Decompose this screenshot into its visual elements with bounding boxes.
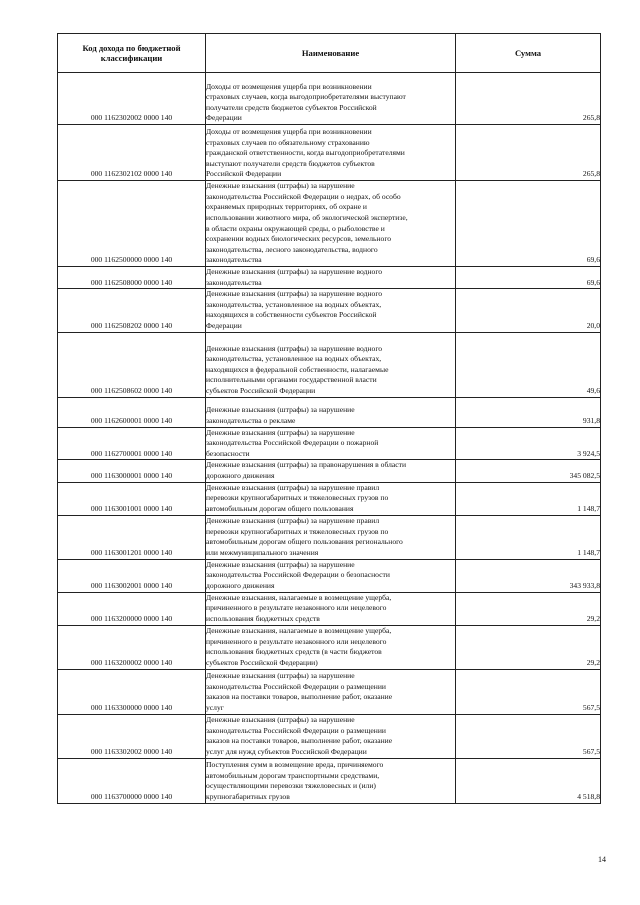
row-amount: 567,5 xyxy=(456,669,601,714)
row-amount: 49,6 xyxy=(456,332,601,397)
table-row xyxy=(58,460,601,482)
row-amount: 69,6 xyxy=(456,181,601,267)
table-row xyxy=(58,397,601,427)
row-name: Поступления сумм в возмещение вреда, причиняемого автомобильным дорогам транспортными средствами, осуществляющими перевозки тяжеловесных и (или) крупногабаритных грузов xyxy=(206,758,456,803)
table-row xyxy=(58,714,601,758)
row-code: 000 1163200000 0000 140 xyxy=(58,592,206,625)
row-name: Денежные взыскания (штрафы) за нарушение законодательства Российской Федерации о безопасности дорожного движения xyxy=(206,559,456,592)
row-code: 000 1162700001 0000 140 xyxy=(58,427,206,460)
row-code: 000 1163302002 0000 140 xyxy=(58,714,206,758)
row-amount: 265,8 xyxy=(456,125,601,181)
header-name: Наименование xyxy=(206,34,456,73)
row-amount: 3 924,5 xyxy=(456,427,601,460)
table-row xyxy=(58,289,601,332)
row-name: Денежные взыскания (штрафы) за нарушение законодательства Российской Федерации о размещении заказов на поставки товаров, выполнение работ, оказание услуг xyxy=(206,669,456,714)
row-name: Доходы от возмещения ущерба при возникновении страховых случаев по обязательному страхованию гражданской ответственности, когда выгодоприобретателями выступают получатели средств бюджетов субъектов Российской Федерации xyxy=(206,125,456,181)
row-amount: 29,2 xyxy=(456,592,601,625)
table-row xyxy=(58,669,601,714)
row-name: Доходы от возмещения ущерба при возникновении страховых случаев, когда выгодоприобретателями выступают получатели средств бюджетов субъектов Российской Федерации xyxy=(206,73,456,125)
table-row xyxy=(58,758,601,803)
table-row xyxy=(58,592,601,625)
row-name: Денежные взыскания (штрафы) за нарушение законодательства Российской Федерации о недрах, об особо охраняемых природных территориях, об охране и использовании животного мира, об экологической экспертизе, в области охраны окружающей среды, о рыболовстве и сохранении водных биологических ресурсов, земельного законодательства, лесного законодательства, водного законодательства xyxy=(206,181,456,267)
header-code: Код дохода по бюджетной классификации xyxy=(58,34,206,73)
table-row xyxy=(58,267,601,289)
table-row xyxy=(58,559,601,592)
row-amount: 567,5 xyxy=(456,714,601,758)
row-amount: 345 082,5 xyxy=(456,460,601,482)
row-name: Денежные взыскания (штрафы) за нарушение правил перевозки крупногабаритных и тяжеловесных грузов по автомобильным дорогам общего пользования xyxy=(206,482,456,515)
document-page xyxy=(57,33,600,804)
row-code: 000 1162302102 0000 140 xyxy=(58,125,206,181)
row-code: 000 1163001201 0000 140 xyxy=(58,515,206,559)
row-amount: 343 933,8 xyxy=(456,559,601,592)
row-amount: 69,6 xyxy=(456,267,601,289)
row-code: 000 1163002001 0000 140 xyxy=(58,559,206,592)
row-name: Денежные взыскания (штрафы) за нарушение правил перевозки крупногабаритных и тяжеловесных грузов по автомобильным дорогам общего пользования регионального или межмуниципального значения xyxy=(206,515,456,559)
row-name: Денежные взыскания (штрафы) за нарушение законодательства о рекламе xyxy=(206,397,456,427)
row-code: 000 1163300000 0000 140 xyxy=(58,669,206,714)
row-name: Денежные взыскания (штрафы) за нарушение водного законодательства xyxy=(206,267,456,289)
table-row xyxy=(58,125,601,181)
row-amount: 4 518,8 xyxy=(456,758,601,803)
row-code: 000 1162600001 0000 140 xyxy=(58,397,206,427)
table-row xyxy=(58,181,601,267)
table-row xyxy=(58,482,601,515)
row-code: 000 1163200002 0000 140 xyxy=(58,625,206,669)
row-name: Денежные взыскания, налагаемые в возмещение ущерба, причиненного в результате незаконного или нецелевого использования бюджетных средств (в части бюджетов субъектов Российской Федерации) xyxy=(206,625,456,669)
row-code: 000 1162302002 0000 140 xyxy=(58,73,206,125)
row-amount: 265,8 xyxy=(456,73,601,125)
row-code: 000 1163700000 0000 140 xyxy=(58,758,206,803)
revenue-table xyxy=(57,33,601,804)
table-body xyxy=(58,73,601,804)
row-amount: 1 148,7 xyxy=(456,515,601,559)
row-amount: 1 148,7 xyxy=(456,482,601,515)
row-amount: 931,8 xyxy=(456,397,601,427)
table-row xyxy=(58,332,601,397)
row-name: Денежные взыскания (штрафы) за правонарушения в области дорожного движения xyxy=(206,460,456,482)
row-code: 000 1162508000 0000 140 xyxy=(58,267,206,289)
table-row xyxy=(58,427,601,460)
row-name: Денежные взыскания (штрафы) за нарушение законодательства Российской Федерации о размещении заказов на поставки товаров, выполнение работ, оказание услуг для нужд субъектов Российской Федерации xyxy=(206,714,456,758)
row-name: Денежные взыскания, налагаемые в возмещение ущерба, причиненного в результате незаконного или нецелевого использования бюджетных средств xyxy=(206,592,456,625)
header-amount: Сумма xyxy=(456,34,601,73)
table-row xyxy=(58,515,601,559)
row-name: Денежные взыскания (штрафы) за нарушение водного законодательства, установленное на водных объектах, находящихся в собственности субъектов Российской Федерации xyxy=(206,289,456,332)
table-header-row xyxy=(58,34,601,73)
row-code: 000 1162500000 0000 140 xyxy=(58,181,206,267)
table-row xyxy=(58,625,601,669)
table-row xyxy=(58,73,601,125)
page-number: 14 xyxy=(598,855,606,864)
row-code: 000 1162508602 0000 140 xyxy=(58,332,206,397)
row-amount: 20,0 xyxy=(456,289,601,332)
row-name: Денежные взыскания (штрафы) за нарушение законодательства Российской Федерации о пожарной безопасности xyxy=(206,427,456,460)
row-name: Денежные взыскания (штрафы) за нарушение водного законодательства, установленное на водных объектах, находящихся в федеральной собственности, налагаемые исполнительными органами государственной власти субъектов Российской Федерации xyxy=(206,332,456,397)
row-amount: 29,2 xyxy=(456,625,601,669)
row-code: 000 1163001001 0000 140 xyxy=(58,482,206,515)
row-code: 000 1163000001 0000 140 xyxy=(58,460,206,482)
row-code: 000 1162508202 0000 140 xyxy=(58,289,206,332)
